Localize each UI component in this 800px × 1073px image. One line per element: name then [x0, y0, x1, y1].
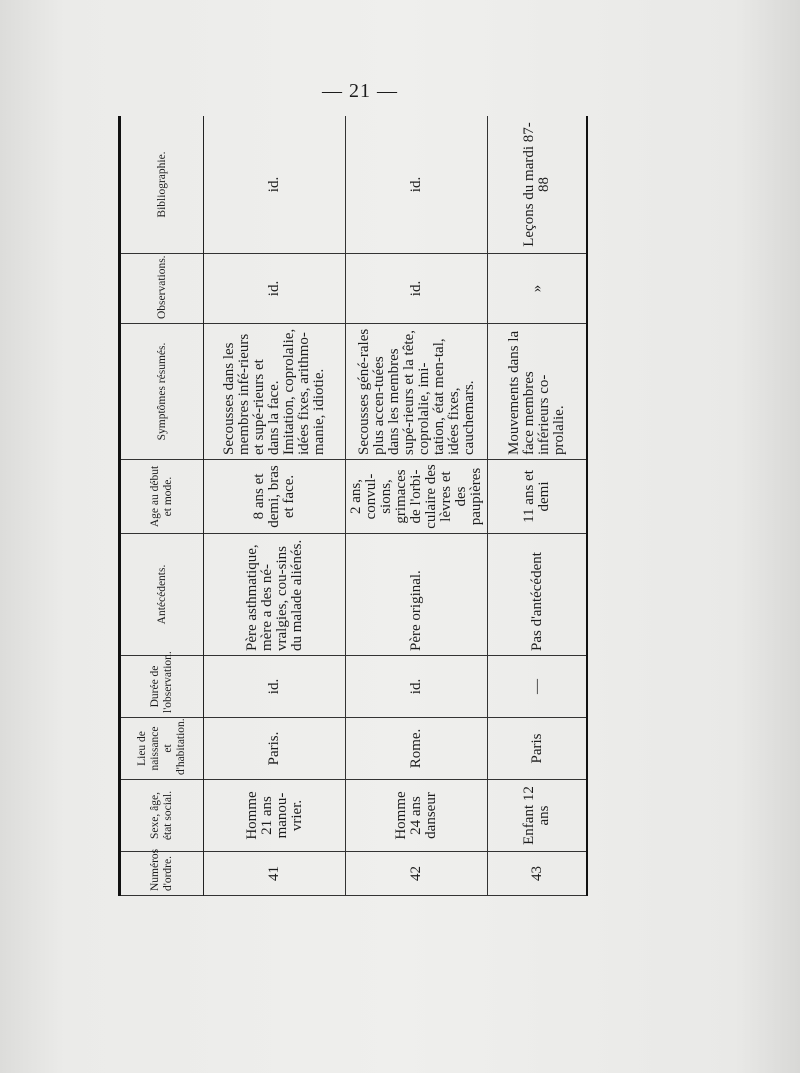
cell-antecedents: Pas d'antécédent [488, 534, 588, 656]
cell-symptomes: Mouvements dans la face membres inférieurs co-prolalie. [488, 324, 588, 460]
cell-lieu: Paris. [204, 718, 346, 780]
rotated-table-wrapper [118, 116, 588, 896]
cell-num: 42 [346, 852, 488, 896]
cell-num: 41 [204, 852, 346, 896]
cell-lieu: Paris [488, 718, 588, 780]
header-lieu: Lieu de naissance et d'habitation. [120, 718, 204, 780]
cell-observations: id. [204, 254, 346, 324]
observations-table-area [118, 116, 588, 896]
header-antecedents: Antécédents. [120, 534, 204, 656]
header-observations: Observations. [120, 254, 204, 324]
cell-bibliographie: id. [346, 116, 488, 254]
cell-observations: » [488, 254, 588, 324]
header-numero: Numéros d'ordre. [120, 852, 204, 896]
cell-age: 2 ans, convul-sions, grimaces de l'orbi-culaire des lèvres et des paupières [346, 460, 488, 534]
header-age: Age au début et mode. [120, 460, 204, 534]
cell-age: 11 ans et demi [488, 460, 588, 534]
cell-duree: id. [346, 656, 488, 718]
cell-observations: id. [346, 254, 488, 324]
cell-lieu: Rome. [346, 718, 488, 780]
cell-duree: — [488, 656, 588, 718]
cell-antecedents: Père asthmatique, mère a des né-vralgies, cou-sins du malade aliénés. [204, 534, 346, 656]
header-duree: Durée de l'observation. [120, 656, 204, 718]
header-bibliographie: Bibliographie. [120, 116, 204, 254]
cell-age: 8 ans et demi, bras et face. [204, 460, 346, 534]
observations-table [118, 116, 588, 896]
header-symptomes: Symptômes résumés. [120, 324, 204, 460]
cell-symptomes: Secousses géné-rales plus accen-tuées dans les membres supé-rieurs et la tête, coprolalie, imi-tation, état men-tal, idées fixes, cauchemars. [346, 324, 488, 460]
cell-symptomes: Secousses dans les membres infé-rieurs et supé-rieurs et dans la face. Imitation, coprolalie, idées fixes, arithmo-manie, idiotie. [204, 324, 346, 460]
cell-sexe: Homme 21 ans manou-vrier. [204, 780, 346, 852]
cell-antecedents: Père original. [346, 534, 488, 656]
table-header-row [120, 116, 204, 896]
cell-bibliographie: id. [204, 116, 346, 254]
cell-bibliographie: Leçons du mardi 87-88 [488, 116, 588, 254]
cell-sexe: Homme 24 ans danseur [346, 780, 488, 852]
page-number: — 21 — [322, 80, 398, 102]
cell-duree: id. [204, 656, 346, 718]
table-row [488, 116, 588, 896]
header-sexe: Sexe, âge, état social. [120, 780, 204, 852]
cell-num: 43 [488, 852, 588, 896]
table-row [346, 116, 488, 896]
table-row [204, 116, 346, 896]
cell-sexe: Enfant 12 ans [488, 780, 588, 852]
